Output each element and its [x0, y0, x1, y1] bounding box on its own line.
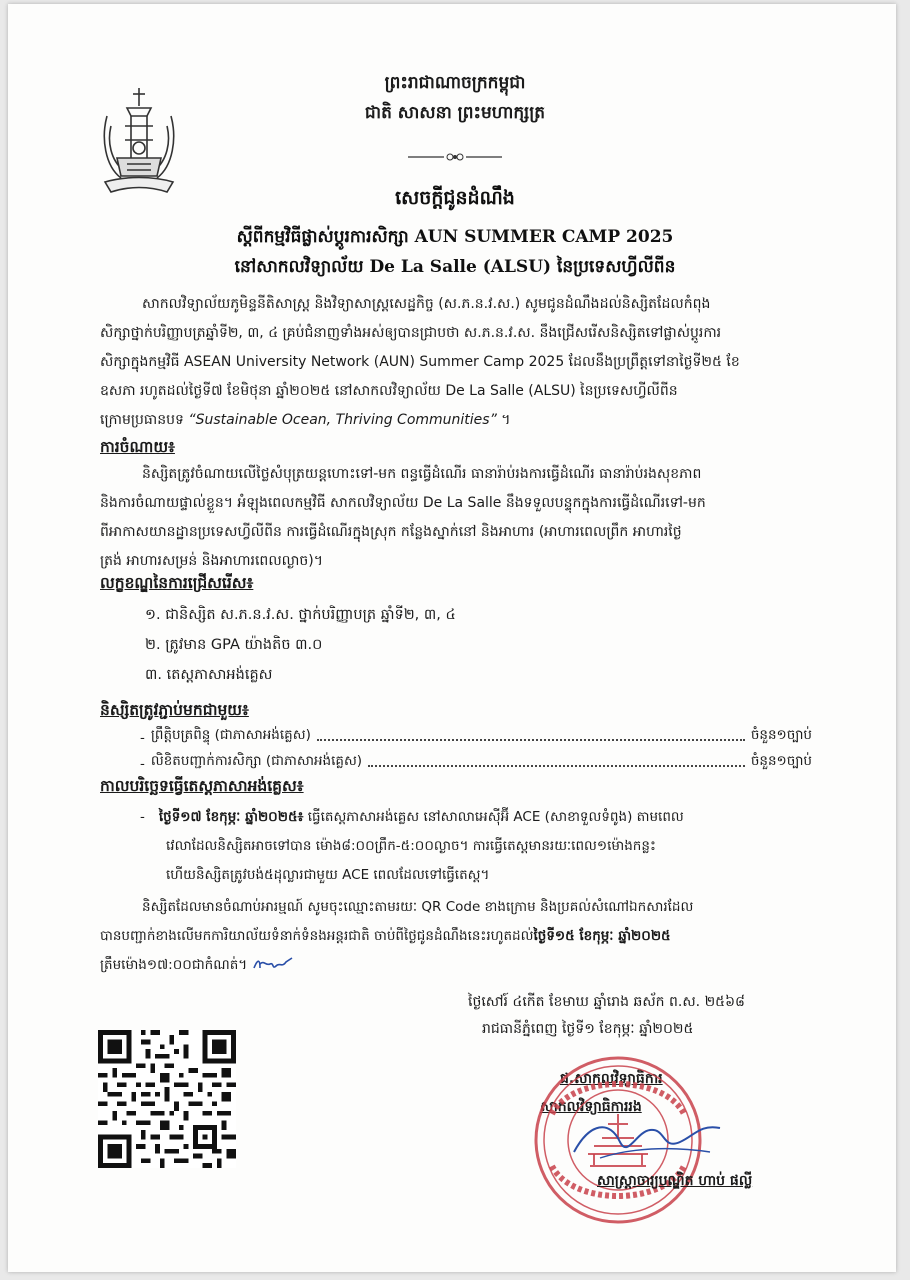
test-heading: កាលបរិច្ឆេទធ្វើតេស្តភាសាអង់គ្លេស៖	[100, 777, 304, 795]
intro-line-1: សាកលវិទ្យាល័យភូមិន្ទនីតិសាស្ត្រ និងវិទ្យាសាស្ត្រសេដ្ឋកិច្ច (ស.ភ.ន.វ.ស.) សូមជូនដំណឹងដល់និស្សិតដែលកំពុង	[142, 296, 711, 312]
registration-line-2: បានបញ្ជាក់ខាងលើមកការិយាល័យទំនាក់ទំនងអន្តរជាតិ ចាប់ពីថ្ងៃជូនដំណឹងនេះរហូតដល់ថ្ងៃទី១៥ ខែកុម្ភៈ ឆ្នាំ២០២៥	[100, 928, 671, 944]
intro-line-4: ឧសភា រហូតដល់ថ្ងៃទី៧ ខែមិថុនា ឆ្នាំ២០២៥ នៅសាកលវិទ្យាល័យ De La Salle (ALSU) នៃប្រទេសហ្វីលីពីន	[100, 383, 678, 399]
test-line-1: - ថ្ងៃទី១៧ ខែកុម្ភៈ ឆ្នាំ២០២៥៖ ធ្វើតេស្តភាសាអង់គ្លេស នៅសាលាអេស៊ីអ៊ី ACE (សាខាទួលទំពូង) តាមពេល	[140, 809, 684, 825]
intro-line-2: សិក្សាថ្នាក់បរិញ្ញាបត្រឆ្នាំទី២, ៣, ៤ គ្រប់ជំនាញទាំងអស់ឲ្យបានជ្រាបថា ស.ភ.ន.វ.ស. នឹងជ្រើសរើសនិស្សិតទៅផ្លាស់ប្តូរការ	[100, 325, 722, 341]
document-item-1-count: ចំនួន១ច្បាប់	[750, 727, 812, 743]
registration-deadline: ថ្ងៃទី១៥ ខែកុម្ភៈ ឆ្នាំ២០២៥	[533, 928, 671, 944]
document-item-2-count: ចំនួន១ច្បាប់	[750, 753, 812, 769]
test-line-2: វេលាដែលនិស្សិតអាចទៅបាន ម៉ោង៨:០០ព្រឹក-៥:០០ល្ងាច។ ការធ្វើតេស្តមានរយៈពេល១ម៉ោងកន្លះ	[166, 838, 656, 854]
national-motto: ជាតិ សាសនា ព្រះមហាក្សត្រ	[364, 103, 546, 123]
handwritten-initial	[252, 956, 294, 974]
intro-line-5: ក្រោមប្រធានបទ “Sustainable Ocean, Thriving Communities” ។	[100, 412, 511, 428]
criteria-item-2: ២. ត្រូវមាន GPA យ៉ាងតិច ៣.០	[145, 637, 323, 653]
criteria-item-3: ៣. តេស្តភាសាអង់គ្លេស	[145, 667, 273, 683]
document-item-1: - ព្រឹត្តិបត្រពិន្ទុ (ជាភាសាអង់គ្លេស) ចំនួន១ច្បាប់	[140, 727, 812, 746]
document-item-2-label: លិខិតបញ្ជាក់ការសិក្សា (ជាភាសាអង់គ្លេស)	[150, 753, 363, 769]
kingdom-title: ព្រះរាជាណាចក្រកម្ពុជា	[384, 73, 526, 93]
place-and-date: រាជធានីភ្នំពេញ ថ្ងៃទី១ ខែកុម្ភៈ ឆ្នាំ២០២៥	[482, 1021, 694, 1037]
intro-paragraph	[100, 290, 812, 435]
notice-subject-line2: នៅសាកលវិទ្យាល័យ De La Salle (ALSU) នៃប្រទេសហ្វីលីពីន	[234, 257, 676, 277]
intro-line-3: សិក្សាក្នុងកម្មវិធី ASEAN University Network (AUN) Summer Camp 2025 ដែលនឹងប្រព្រឹត្តទៅនាថ្ងៃទី២៥ ខែ	[100, 354, 740, 370]
registration-paragraph	[100, 893, 812, 980]
ornament-divider	[408, 150, 502, 164]
document-item-2: - លិខិតបញ្ជាក់ការសិក្សា (ជាភាសាអង់គ្លេស) ចំនួន១ច្បាប់	[140, 753, 812, 772]
registration-line-3: ត្រឹមម៉ោង១៧:០០ជាកំណត់។	[100, 951, 812, 980]
document-item-1-label: ព្រឹត្តិបត្រពិន្ទុ (ជាភាសាអង់គ្លេស)	[150, 727, 311, 743]
criteria-heading: លក្ខខណ្ឌនៃការជ្រើសរើស៖	[100, 574, 254, 592]
expenses-line-3: ពីអាកាសយានដ្ឋានប្រទេសហ្វីលីពីន ការធ្វើដំណើរក្នុងស្រុក កន្លែងស្នាក់នៅ និងអាហារ (អាហារពេលព្រឹក អាហារថ្ងៃ	[100, 524, 682, 540]
documents-heading: និស្សិតត្រូវភ្ជាប់មកជាមួយ៖	[100, 701, 249, 719]
lunar-date: ថ្ងៃសៅរ៍ ៤កើត ខែមាឃ ឆ្នាំរោង ឆស័ក ព.ស. ២៥៦៨	[468, 994, 745, 1010]
expenses-heading: ការចំណាយ៖	[100, 438, 175, 456]
on-behalf-label: ជ.សាកលវិទ្យាធិការ	[560, 1071, 663, 1087]
signatory-name: សាស្ត្រាចារ្យបណ្ឌិត ហាប់ ផល្លី	[597, 1173, 753, 1189]
expenses-line-1: និស្សិតត្រូវចំណាយលើថ្លៃសំបុត្រយន្តហោះទៅ-មក ពន្ធធ្វើដំណើរ ធានារ៉ាប់រងការធ្វើដំណើរ ធានារ៉ាប់រងសុខភាព	[142, 466, 702, 482]
notice-title: សេចក្តីជូនដំណឹង	[395, 187, 515, 209]
signature	[570, 1112, 730, 1168]
program-theme: “Sustainable Ocean, Thriving Communities”	[188, 412, 497, 428]
test-date: ថ្ងៃទី១៧ ខែកុម្ភៈ ឆ្នាំ២០២៥៖	[158, 809, 304, 825]
expenses-line-2: និងការចំណាយផ្ទាល់ខ្លួន។ អំឡុងពេលកម្មវិធី សាកលវិទ្យាល័យ De La Salle នឹងទទួលបន្ទុកក្នុងការធ្វើដំណើរទៅ-មក	[100, 495, 706, 511]
expenses-paragraph	[100, 460, 812, 576]
notice-subject-line1: ស្តីពីកម្មវិធីផ្លាស់ប្តូរការសិក្សា AUN SUMMER CAMP 2025	[236, 227, 674, 247]
registration-line-1: និស្សិតដែលមានចំណាប់អារម្មណ៍ សូមចុះឈ្មោះតាមរយៈ QR Code ខាងក្រោម និងប្រគល់សំណៅឯកសារដែល	[142, 899, 694, 915]
criteria-item-1: ១. ជានិស្សិត ស.ភ.ន.វ.ស. ថ្នាក់បរិញ្ញាបត្រ ឆ្នាំទី២, ៣, ៤	[145, 607, 456, 623]
expenses-line-4: ត្រង់ អាហារសម្រន់ និងអាហារពេលល្ងាច)។	[100, 553, 323, 569]
test-line-3: ហើយនិស្សិតត្រូវបង់៥ដុល្លារជាមួយ ACE ពេលដែលទៅធ្វើតេស្ត។	[166, 867, 490, 883]
test-paragraph	[140, 803, 812, 890]
registration-qr-code[interactable]	[98, 1030, 236, 1168]
signatory-position: សាកលវិទ្យាធិការរង	[540, 1099, 642, 1115]
